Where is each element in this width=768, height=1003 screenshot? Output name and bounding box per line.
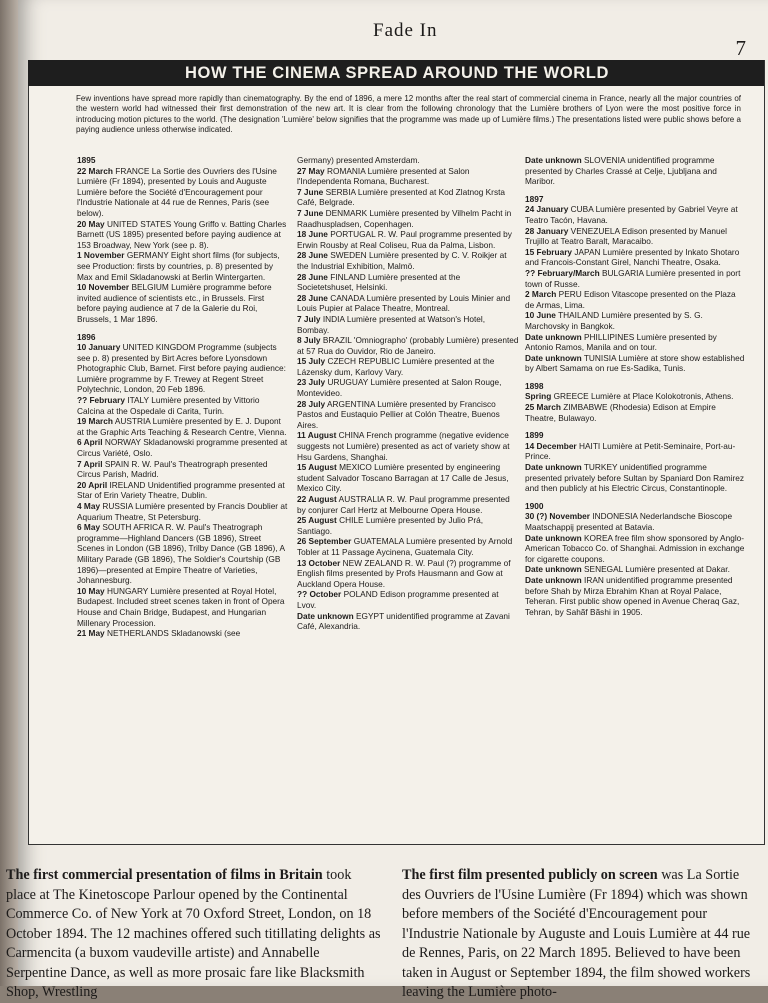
chronology-entry	[525, 332, 745, 353]
entry-text: INDONESIA Nederlandsche Bioscope Maatschappij presented at Batavia.	[525, 511, 733, 532]
entry-date: 27 May	[297, 165, 325, 176]
chronology-entry	[297, 430, 519, 462]
paragraph-lead: The first film presented publicly on screen	[402, 867, 658, 883]
entry-date: 10 January	[77, 342, 121, 353]
entry-date: 15 August	[297, 462, 337, 473]
paragraph-text: was La Sortie des Ouvriers de l'Usine Lumière (Fr 1894) which was shown before members of the Société d'Encouragement pour l'Industrie Nationale by Auguste and Louis Lumière at 44 rue de Rennes, Paris, on 22 March 1895. Believed to have been taken in August or September 1894, the film showed workers leaving the Lumière photo-	[402, 867, 751, 1000]
entry-date: 10 November	[77, 282, 130, 293]
entry-text: GUATEMALA Lumière presented by Arnold Tobler at 11 Passage Aycinena, Guatemala City.	[297, 536, 513, 557]
left-page-edge	[0, 0, 18, 986]
entry-text: SERBIA Lumière presented at Kod Zlatnog Krsta Café, Belgrade.	[297, 186, 506, 208]
chronology-entry	[77, 219, 289, 251]
year-heading: 1900	[525, 500, 544, 511]
entry-text: AUSTRALIA R. W. Paul programme presented by conjurer Carl Hertz at Melbourne Opera House.	[297, 494, 510, 515]
chronology-entry	[525, 511, 745, 532]
entry-text: CUBA Lumière presented by Gabriel Veyre at Teatro Tacón, Havana.	[525, 204, 738, 225]
year-heading: 1895	[77, 155, 96, 165]
chronology-entry	[525, 353, 745, 374]
chronology-entry	[297, 377, 519, 398]
entry-date: ?? February/March	[525, 267, 600, 278]
entry-text: CHINA French programme (negative evidence suggests not Lumière) presented as act of variety show at Hsu Gardens, Shanghai.	[297, 430, 510, 462]
book-page	[6, 0, 768, 1000]
chronology-entry	[77, 166, 289, 219]
entry-text: POLAND Edison programme presented at Lvov.	[297, 589, 499, 610]
chronology-entry	[297, 536, 519, 557]
chronology-entry	[77, 501, 289, 522]
entry-text: VENEZUELA Edison presented by Manuel Trujillo at Teatro Baralt, Maracaibo.	[525, 225, 728, 247]
entry-text: BRAZIL 'Omniographo' (probably Lumière) presented at 57 Rua do Ouvidor, Rio de Janeiro.	[297, 335, 519, 356]
chronology-entry	[297, 155, 519, 166]
entry-date: 8 July	[297, 335, 321, 346]
chronology-entry	[297, 515, 519, 536]
chronology-entry	[77, 395, 289, 416]
chronology-entry	[77, 437, 289, 458]
entry-date: ?? February	[77, 395, 125, 406]
entry-text: RUSSIA Lumière presented by Francis Doublier at Aquarium Theatre, St Petersburg.	[77, 501, 288, 522]
entry-text: CHILE Lumière presented by Julio Prá, Santiago.	[297, 515, 484, 536]
chronology-column-1	[77, 155, 289, 639]
entry-date: 2 March	[525, 289, 557, 300]
entry-text: BELGIUM Lumière programme before invited audience of scientists etc., in Brussels. First before paying audience at 7 de la Galerie du Roi, Brussels, 1 Mar 1896.	[77, 282, 272, 324]
chronology-entry	[525, 247, 745, 268]
entry-date: 10 May	[77, 585, 105, 596]
entry-date: 19 March	[77, 416, 113, 427]
entry-date: 1 November	[77, 250, 125, 261]
chronology-column-3	[525, 155, 745, 617]
entry-text: KOREA free film show sponsored by Anglo-American Tobacco Co. of Shanghai. Admission in exchange for cigarette coupons.	[525, 532, 745, 564]
box-title: HOW THE CINEMA SPREAD AROUND THE WORLD	[197, 60, 597, 86]
entry-text: ZIMBABWE (Rhodesia) Edison at Empire Theatre, Bulawayo.	[525, 402, 716, 423]
entry-date: 25 March	[525, 402, 561, 413]
entry-text: HUNGARY Lumière presented at Royal Hotel, Budapest. Included street scenes taken in front of Opera House and Chain Bridge, Budapest, and Hungarian Millenary Procession.	[77, 585, 285, 628]
year-heading: 1896	[77, 331, 96, 342]
chronology-entry	[297, 558, 519, 590]
chronology-entry	[525, 575, 745, 617]
entry-date: 28 June	[297, 292, 328, 303]
entry-text: IRAN unidentified programme presented before Shah by Mirza Ebrahim Khan at Royal Palace, Teheran. First public show opened in Avenue Cheraq Gaz, Tehran, by Sahãf Bãshi in 1905.	[525, 574, 740, 617]
entry-date: 6 May	[77, 522, 101, 533]
chronology-entry	[77, 342, 289, 395]
entry-text: ROMANIA Lumière presented at Salon l'Independenta Romana, Bucharest.	[297, 165, 470, 187]
entry-text: SLOVENIA unidentified programme presented by Charles Crassé at Celje, Ljubljana and Maribor.	[525, 155, 717, 187]
chronology-entry	[77, 628, 289, 639]
entry-text: PHILLIPINES Lumière presented by Antonio Ramos, Manila and on tour.	[525, 331, 717, 353]
chronology-entry	[297, 272, 519, 293]
entry-text: DENMARK Lumière presented by Vilhelm Pacht in Raadhuspladsen, Copenhagen.	[297, 207, 512, 229]
chronology-entry	[77, 586, 289, 628]
entry-date: 28 January	[525, 225, 569, 236]
entry-date: Date unknown	[525, 352, 582, 363]
entry-date: 7 April	[77, 458, 103, 469]
entry-text: SENEGAL Lumière presented at Dakar.	[584, 564, 730, 575]
chronology-entry	[525, 155, 745, 187]
page-number: 7	[735, 36, 746, 60]
entry-date: 22 August	[297, 494, 337, 504]
entry-text: ITALY Lumière presented by Vittorio Calcina at the Ospedale di Carita, Turin.	[77, 395, 260, 416]
entry-text: GERMANY Eight short films (for subjects, see Production: firsts by countries, p. 8) presented by Max and Emil Skladanowski at Berlin Wintergarten.	[77, 250, 280, 282]
entry-text: IRELAND Unidentified programme presented at Star of Erin Variety Theatre, Dublin.	[77, 479, 285, 501]
entry-text: EGYPT unidentified programme at Zavani Café, Alexandria.	[297, 610, 510, 632]
paragraph-lead: The first commercial presentation of films in Britain	[6, 867, 323, 883]
entry-date: Spring	[525, 391, 552, 402]
entry-date: 26 September	[297, 536, 352, 547]
entry-date: 30 (?) November	[525, 511, 591, 522]
entry-date: 21 May	[77, 628, 105, 639]
entry-date: Date unknown	[525, 532, 582, 543]
entry-date: ?? October	[297, 589, 342, 600]
entry-text: NORWAY Skladanowski programme presented at Circus Variété, Oslo.	[77, 437, 288, 459]
entry-date: 11 August	[297, 430, 337, 441]
chronology-entry	[297, 187, 519, 208]
entry-date: 7 July	[297, 313, 321, 324]
entry-date: 20 April	[77, 479, 108, 490]
bottom-paragraph-left	[6, 866, 381, 1003]
entry-text: SWEDEN Lumière presented by C. V. Roikjer at the Industrial Exhibition, Malmö.	[297, 250, 507, 271]
chronology-entry	[525, 391, 745, 402]
entry-date: 20 May	[77, 218, 105, 229]
entry-date: Date unknown	[525, 155, 582, 165]
entry-date: 6 April	[77, 437, 103, 448]
chronology-entry	[297, 589, 519, 610]
entry-date: 25 August	[297, 515, 337, 526]
entry-text: INDIA Lumière presented at Watson's Hotel, Bombay.	[297, 313, 486, 335]
chronology-entry	[297, 208, 519, 229]
entry-text: THAILAND Lumière presented by S. G. Marchovsky in Bangkok.	[525, 310, 703, 331]
entry-date: 23 July	[297, 377, 326, 388]
entry-date: Date unknown	[525, 462, 582, 473]
chronology-entry	[525, 533, 745, 565]
entry-text: HAITI Lumière at Petit-Seminaire, Port-au-Prince.	[525, 440, 736, 462]
entry-text: NETHERLANDS Skladanowski (see	[107, 628, 241, 639]
chronology-entry	[297, 335, 519, 356]
entry-date: 10 June	[525, 310, 556, 321]
entry-text: ARGENTINA Lumière presented by Francisco Pastos and Eustaquio Pellier at Colón Theatre, Buenos Aires.	[297, 398, 500, 430]
entry-date: 15 February	[525, 246, 573, 257]
entry-text: UNITED STATES Young Griffo v. Batting Charles Barnett (US 1895) presented before paying audience at 153 Broadway, New York (see p. 8).	[77, 218, 287, 250]
entry-date: 22 March	[77, 165, 113, 176]
entry-text: BULGARIA Lumière presented in port town of Russe.	[525, 267, 741, 289]
entry-text: PERU Edison Vitascope presented on the Plaza de Armas, Lima.	[525, 289, 736, 310]
entry-date: Date unknown	[525, 331, 582, 342]
entry-text: Germany) presented Amsterdam.	[297, 155, 420, 165]
bottom-paragraph-right	[402, 866, 758, 1003]
box-intro: Few inventions have spread more rapidly than cinematography. By the end of 1896, a mere 12 months after the real start of commercial cinema in France, nearly all the major countries of the western world had witnessed their first demonstration of the new art. It is clear from the following chronology that the Lumière brothers of Lyon were the most positive force in introducing motion pictures to the world. (The designation 'Lumière' below signifies that the programme was made up of Lumière films.) The presentations listed were public shows before a paying audience unless otherwise indicated.	[76, 94, 741, 135]
chronology-entry	[297, 314, 519, 335]
chronology-entry	[525, 564, 745, 575]
chronology-entry	[297, 494, 519, 515]
entry-text: JAPAN Lumière presented by Inkato Shotaro and Francois-Constant Girel, Nanchi Theatre, Osaka.	[525, 246, 740, 268]
entry-text: FRANCE La Sortie des Ouvriers des l'Usine Lumière (Fr 1894), presented by Louis and Auguste Lumière before the Société d'Encouragement pour l'Industrie Nationale at 44 rue de Rennes, Paris (see below).	[77, 165, 277, 218]
entry-text: TURKEY unidentified programme presented privately before Sultan by Spaniard Don Ramirez and then publicly at his Electric Circus, Constantinople.	[525, 462, 745, 494]
entry-text: FINLAND Lumière presented at the Societetshuset, Helsinki.	[297, 271, 461, 293]
chronology-entry	[297, 356, 519, 377]
chronology-entry	[297, 166, 519, 187]
chronology-entry	[297, 229, 519, 250]
chronology-entry	[77, 250, 289, 282]
chronology-entry	[525, 204, 745, 225]
entry-text: URUGUAY Lumière presented at Salon Rouge, Montevideo.	[297, 377, 502, 399]
entry-date: Date unknown	[525, 574, 582, 585]
chronology-entry	[525, 289, 745, 310]
entry-date: Date unknown	[297, 610, 354, 621]
chronology-entry	[297, 462, 519, 494]
entry-date: 28 July	[297, 398, 326, 409]
entry-text: MEXICO Lumière presented by engineering student Salvador Toscano Barragan at 17 Calle de Jesus, Mexico City.	[297, 462, 509, 494]
chronology-entry	[525, 226, 745, 247]
entry-text: CZECH REPUBLIC Lumière presented at the Lázensky dum, Karlovy Vary.	[297, 356, 495, 377]
year-heading: 1899	[525, 430, 544, 441]
entry-date: 13 October	[297, 557, 341, 568]
year-heading: 1898	[525, 380, 544, 391]
entry-date: 14 December	[525, 440, 577, 451]
chronology-entry	[297, 611, 519, 632]
chronology-entry	[525, 402, 745, 423]
entry-text: PORTUGAL R. W. Paul programme presented by Erwin Rousby at Real Coliseu, Rua da Palma, Lisbon.	[297, 229, 512, 250]
entry-text: CANADA Lumière presented by Louis Minier and Louis Pupier at Palace Theatre, Montreal.	[297, 292, 511, 314]
entry-text: GREECE Lumière at Place Kolokotronis, Athens.	[553, 391, 734, 402]
chronology-entry	[297, 250, 519, 271]
chronology-entry	[525, 462, 745, 494]
entry-text: NEW ZEALAND R. W. Paul (?) programme of English films presented by Profs Hausmann and Gow at Auckland Opera House.	[297, 557, 511, 589]
chronology-column-2	[297, 155, 519, 632]
chronology-entry	[77, 522, 289, 586]
chronology-entry	[77, 459, 289, 480]
entry-date: 18 June	[297, 229, 328, 240]
chronology-entry	[77, 416, 289, 437]
running-head: Fade In	[373, 20, 438, 41]
entry-text: SOUTH AFRICA R. W. Paul's Theatrograph programme—Highland Dancers (GB 1896), Street Scenes in London (GB 1896), Trilby Dance (GB 1896), A Military Parade (GB 1896), The Soldier's Courtship (GB 1896)—presented at Empire Theatre of Varieties, Johannesburg.	[77, 522, 285, 586]
chronology-entry	[525, 441, 745, 462]
chronology-entry	[525, 268, 745, 289]
chronology-entry	[525, 310, 745, 331]
entry-date: 7 June	[297, 207, 324, 218]
entry-text: TUNISIA Lumière at store show established by Albert Samama on rue Es-Sadika, Tunis.	[525, 352, 745, 374]
entry-text: UNITED KINGDOM Programme (subjects see p. 8) presented by Birt Acres before Lyonsdown Photographic Club, Barnet. First before paying audience: Lumière programme by F. Trewey at Regent Street Polytechnic, London, 20 Feb 1896.	[77, 342, 286, 395]
entry-date: 28 June	[297, 250, 328, 261]
entry-text: SPAIN R. W. Paul's Theatrograph presented Circus Parish, Madrid.	[77, 458, 268, 480]
chronology-entry	[77, 282, 289, 324]
year-heading: 1897	[525, 193, 544, 204]
entry-date: 28 June	[297, 271, 328, 282]
chronology-entry	[297, 293, 519, 314]
entry-date: Date unknown	[525, 564, 582, 575]
entry-text: AUSTRIA Lumière presented by E. J. Dupont at the Graphic Arts Teaching & Research Centre, Vienna.	[77, 416, 287, 437]
entry-date: 4 May	[77, 501, 101, 511]
chronology-entry	[297, 399, 519, 431]
entry-date: 7 June	[297, 186, 324, 197]
paragraph-text: took place at The Kinetoscope Parlour opened by the Continental Commerce Co. of New York at 70 Oxford Street, London, on 18 October 1894. The 12 machines offered such titillating delights as Carmencita (a buxom vaudeville artiste) and Annabelle Serpentine Dance, as well as more prosaic fare like Blacksmith Shop, Wrestling	[6, 867, 381, 1000]
entry-date: 15 July	[297, 356, 326, 367]
chronology-entry	[77, 480, 289, 501]
entry-date: 24 January	[525, 204, 569, 215]
chronology-box	[28, 60, 765, 845]
